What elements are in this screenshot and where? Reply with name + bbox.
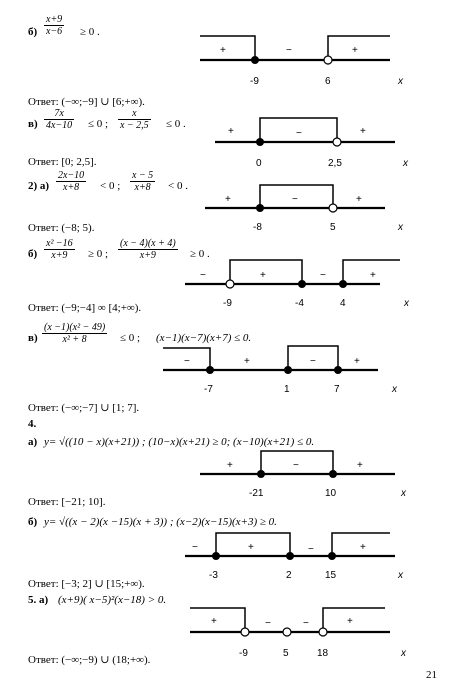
svg-text:x: x	[398, 222, 403, 233]
section-label: 4.	[28, 418, 37, 430]
svg-text:+: +	[227, 460, 233, 471]
svg-text:10: 10	[325, 488, 337, 499]
relation: ≤ 0 ;	[120, 332, 141, 344]
answer: Ответ: (−8; 5).	[28, 222, 95, 234]
answer: Ответ: [−21; 10].	[28, 496, 106, 508]
svg-text:5: 5	[330, 222, 336, 233]
svg-text:2,5: 2,5	[328, 158, 342, 169]
svg-text:+: +	[248, 542, 254, 553]
answer: Ответ: (−∞;−9) ∪ (18;+∞).	[28, 654, 151, 666]
expression: y= √((x − 2)(x −15)(x + 3)) ; (x−2)(x−15)(x+3) ≥ 0.	[44, 516, 277, 528]
fraction: $\frac{\text{x² −16}}{x+9}$	[46, 238, 73, 261]
svg-text:−: −	[184, 356, 190, 367]
fraction: $\frac{7x}{4x-10}$	[46, 108, 73, 131]
svg-text:−: −	[320, 270, 326, 281]
svg-text:+: +	[360, 542, 366, 553]
svg-text:+: +	[370, 270, 376, 281]
answer: Ответ: (−∞;−9] ∪ [6;+∞).	[28, 96, 145, 108]
svg-text:6: 6	[325, 76, 331, 87]
svg-text:−: −	[310, 356, 316, 367]
svg-text:x: x	[392, 384, 397, 395]
sign-chart	[185, 604, 420, 662]
svg-text:+: +	[354, 356, 360, 367]
svg-text:-8: -8	[253, 222, 262, 233]
problem-label: в)	[28, 118, 38, 130]
svg-text:x: x	[401, 488, 406, 499]
relation: < 0 ;	[100, 180, 121, 192]
sign-chart	[190, 32, 420, 88]
svg-text:+: +	[352, 45, 358, 56]
relation: ≥ 0 ;	[88, 248, 109, 260]
svg-text:2: 2	[286, 570, 292, 581]
svg-text:-9: -9	[239, 648, 248, 659]
open-point	[324, 56, 332, 64]
closed-point	[251, 56, 259, 64]
sign-chart	[200, 180, 420, 236]
svg-text:x: x	[404, 298, 409, 309]
svg-text:−: −	[293, 460, 299, 471]
problem-label: б)	[28, 516, 38, 528]
svg-text:+: +	[357, 460, 363, 471]
svg-text:x: x	[398, 76, 403, 87]
fraction: $\frac{x}{x - 2,5}$	[120, 108, 149, 131]
svg-text:4: 4	[340, 298, 346, 309]
svg-text:-4: -4	[295, 298, 304, 309]
svg-text:−: −	[303, 618, 309, 629]
svg-text:x: x	[401, 648, 406, 659]
page-number: 21	[426, 669, 437, 681]
answer: Ответ: [−3; 2] ∪ [15;+∞).	[28, 578, 145, 590]
svg-text:-7: -7	[204, 384, 213, 395]
svg-text:+: +	[260, 270, 266, 281]
numerator: x+9	[46, 14, 63, 25]
expression: (x−1)(x−7)(x+7) ≤ 0.	[156, 332, 252, 344]
relation: ≥ 0 .	[190, 248, 210, 260]
svg-text:−: −	[192, 542, 198, 553]
sign-chart	[180, 528, 420, 584]
svg-text:+: +	[228, 126, 234, 137]
problem-label: б)	[28, 26, 38, 38]
answer: Ответ: [0; 2,5].	[28, 156, 97, 168]
svg-text:7: 7	[334, 384, 340, 395]
svg-text:−: −	[308, 544, 314, 555]
svg-text:x: x	[398, 570, 403, 581]
sign-chart	[180, 254, 420, 310]
denominator: x−6	[46, 26, 63, 37]
svg-text:+: +	[360, 126, 366, 137]
svg-text:−: −	[286, 45, 292, 56]
relation: ≤ 0 ;	[88, 118, 109, 130]
expression: y= √((10 − x)(x+21)) ; (10−x)(x+21) ≥ 0; (x−10)(x+21) ≤ 0.	[44, 436, 315, 448]
fraction: $\frac{x - 5}{x+8}$	[132, 170, 154, 193]
svg-text:x: x	[403, 158, 408, 169]
svg-text:+: +	[220, 45, 226, 56]
svg-text:-9: -9	[223, 298, 232, 309]
expression: (x+9)( x−5)²(x−18) > 0.	[58, 594, 167, 606]
svg-text:+: +	[244, 356, 250, 367]
svg-text:−: −	[200, 270, 206, 281]
fraction: $\frac{\text{(x −1)(x² − 49)}}{\text{x² + 8}}$	[44, 322, 106, 345]
svg-text:−: −	[292, 194, 298, 205]
problem-label: а)	[28, 436, 38, 448]
answer: Ответ: (−9;−4] ∞ [4;+∞).	[28, 302, 142, 314]
svg-text:18: 18	[317, 648, 329, 659]
svg-text:+: +	[211, 616, 217, 627]
svg-text:−: −	[296, 128, 302, 139]
svg-text:+: +	[347, 616, 353, 627]
problem-label: 2) а)	[28, 180, 50, 192]
sign-chart	[210, 112, 420, 170]
svg-text:5: 5	[283, 648, 289, 659]
problem-label: в)	[28, 332, 38, 344]
svg-text:1: 1	[284, 384, 290, 395]
svg-text:15: 15	[325, 570, 337, 581]
relation: < 0 .	[168, 180, 188, 192]
svg-text:-3: -3	[209, 570, 218, 581]
svg-text:-9: -9	[250, 76, 259, 87]
svg-text:-21: -21	[249, 488, 264, 499]
svg-text:+: +	[356, 194, 362, 205]
relation: ≤ 0 .	[166, 118, 186, 130]
fraction: $\frac{(x - 4)(x + 4)}{x+9}$	[120, 238, 176, 261]
problem-label: 5. а)	[28, 594, 49, 606]
fraction: $\frac{2x-10}{x+8}$	[58, 170, 85, 193]
relation: ≥ 0 .	[80, 26, 100, 38]
svg-text:+: +	[225, 194, 231, 205]
sign-chart	[195, 446, 420, 502]
svg-text:−: −	[265, 618, 271, 629]
sign-chart	[158, 340, 418, 398]
svg-text:0: 0	[256, 158, 262, 169]
answer: Ответ: (−∞;−7] ∪ [1; 7].	[28, 402, 140, 414]
problem-label: б)	[28, 248, 38, 260]
fraction	[44, 14, 64, 37]
